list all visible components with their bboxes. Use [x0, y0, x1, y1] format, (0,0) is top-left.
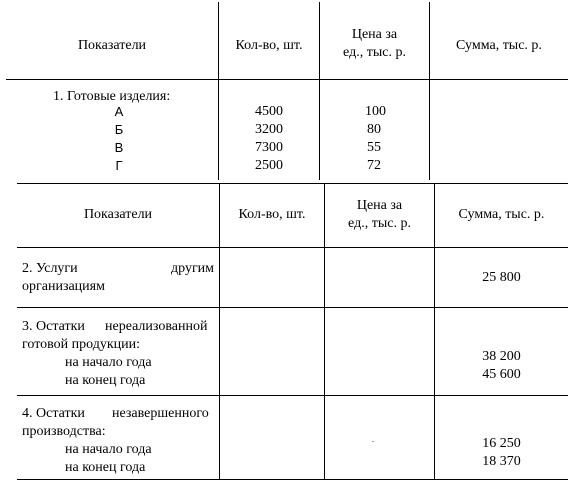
table1-vline-1: [218, 2, 219, 180]
table2-hline-top: [17, 183, 568, 184]
table2-hline-row2-bottom: [17, 307, 568, 308]
row4-label-line2: производства:: [22, 424, 106, 439]
section1-title: 1. Готовые изделия:: [53, 89, 171, 104]
item-price-a: 100: [365, 104, 386, 119]
table1-header-quantity: Кол-во, шт.: [235, 38, 303, 53]
table2-header-price-line2: ед., тыс. р.: [348, 216, 411, 231]
table2-header-quantity: Кол-во, шт.: [238, 207, 306, 222]
table2-header-sum: Сумма, тыс. р.: [458, 207, 545, 222]
item-qty-a: 4500: [255, 104, 283, 119]
table1-hline-header-bottom: [6, 79, 568, 80]
row3-label-left: 3. Остатки: [22, 319, 85, 334]
table2-hline-bottom: [17, 479, 568, 480]
table1-header-price-line2: ед., тыс. р.: [343, 45, 406, 60]
table1-vline-3: [429, 2, 430, 180]
row3-label-line2: готовой продукции:: [22, 337, 141, 352]
item-qty-g: 2500: [255, 158, 283, 173]
table2-hline-row3-bottom: [17, 395, 568, 396]
row3-sub1: на начало года: [65, 355, 152, 370]
table1-header-indicators: Показатели: [77, 38, 147, 53]
row3-sum1: 38 200: [482, 349, 521, 364]
table1-header-price-line1: Цена за: [351, 27, 398, 42]
row4-sum2: 18 370: [482, 454, 521, 469]
table2-header-price-line1: Цена за: [356, 198, 403, 213]
row3-sub2: на конец года: [65, 373, 146, 388]
row3-label-right: нереализованной: [105, 319, 208, 334]
item-qty-v: 7300: [255, 140, 283, 155]
row4-sub1: на начало года: [65, 442, 152, 457]
row2-label-left: 2. Услуги: [22, 261, 78, 276]
item-qty-b: 3200: [255, 122, 283, 137]
item-price-g: 72: [367, 158, 381, 173]
row4-label-right: незавершенного: [112, 406, 209, 421]
table2-hline-header-bottom: [17, 247, 568, 248]
item-label-a: А: [114, 104, 124, 119]
item-label-v: В: [114, 140, 124, 155]
item-label-b: Б: [114, 122, 124, 137]
item-price-b: 80: [367, 122, 381, 137]
row4-label-left: 4. Остатки: [22, 406, 85, 421]
row4-sum1: 16 250: [482, 436, 521, 451]
row2-label-right: другим: [171, 261, 215, 276]
row3-sum2: 45 600: [482, 367, 521, 382]
row2-sum: 25 800: [482, 270, 521, 285]
row2-label-line2: организациям: [22, 279, 105, 294]
scan-speck: [372, 441, 374, 442]
table2-header-indicators: Показатели: [83, 207, 153, 222]
table1-header-sum: Сумма, тыс. р.: [456, 38, 542, 53]
item-label-g: Г: [115, 158, 123, 173]
table2-vline-1: [219, 183, 220, 480]
row4-sub2: на конец года: [65, 460, 146, 475]
item-price-v: 55: [367, 140, 381, 155]
